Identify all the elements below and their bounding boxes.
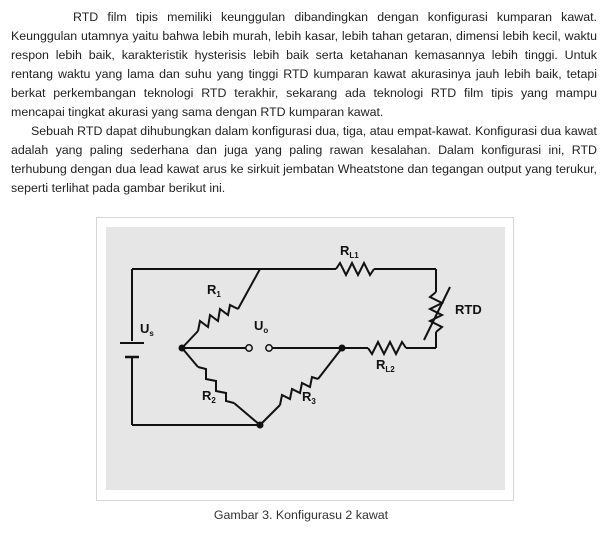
wire-r2-lower xyxy=(234,403,260,425)
junction-left xyxy=(179,345,186,352)
resistor-r1 xyxy=(198,305,238,331)
label-r3: $R_3$ xyxy=(302,389,316,406)
wire-r1-upper xyxy=(238,269,260,309)
wire-r2-upper xyxy=(182,348,198,367)
terminal-uo-left xyxy=(246,345,252,351)
label-rl1: $R_{L1}$ xyxy=(340,243,359,260)
junction-right xyxy=(339,345,346,352)
wire-r3-upper xyxy=(318,348,342,379)
paragraph-rtd-config xyxy=(11,122,597,198)
label-rl2: $R_{L2}$ xyxy=(376,357,395,374)
paragraph-2-text: Sebuah RTD dapat dihubungkan dalam konfigurasi dua, tiga, atau empat-kawat. Konfigurasi dua kawat adalah yang paling sederhana dan juga yang paling rawan kesalahan. Dalam konfigurasi ini, RTD terhubung dengan dua lead kawat arus ke sirkuit jembatan Wheatstone dan tegangan output yang terukur, seperti terlihat pada gambar berikut ini. xyxy=(11,124,597,195)
label-us: $U_s$ xyxy=(140,321,154,338)
paragraph-1-text: RTD film tipis memiliki keunggulan dibandingkan dengan konfigurasi kumparan kawat. Keunggulan utamnya yaitu bahwa lebih murah, lebih kasar, lebih tahan getaran, dimensi lebih kecil, waktu respon lebih baik, karakteristik hysterisis lebih baik serta ketahanan kemasannya lebih tinggi. Untuk rentang waktu yang lama dan suhu yang tinggi RTD kumparan kawat akurasinya jauh lebih baik, tetapi berkat perkembangan teknologi RTD terakhir, sekarang ada teknologi RTD film tipis yang mampu mencapai tingkat akurasi yang sama dengan RTD kumparan kawat. xyxy=(11,10,597,119)
wire-r3-lower xyxy=(260,405,280,425)
label-r2: $R_2$ xyxy=(202,388,216,405)
label-uo: $U_o$ xyxy=(254,318,269,335)
junction-bottom xyxy=(257,422,264,429)
figure-caption: Gambar 3. Konfigurasu 2 kawat xyxy=(213,508,389,522)
figure-background xyxy=(106,227,505,490)
label-r1: $R_1$ xyxy=(207,282,221,299)
wheatstone-bridge-diagram xyxy=(106,227,505,490)
label-rtd: RTD xyxy=(455,302,482,317)
wire-r1-lower xyxy=(182,331,198,348)
figure-frame xyxy=(96,217,514,501)
terminal-uo-right xyxy=(266,345,272,351)
resistor-rl1 xyxy=(336,263,374,275)
paragraph-rtd-film xyxy=(11,8,597,122)
resistor-rl2 xyxy=(368,342,406,354)
